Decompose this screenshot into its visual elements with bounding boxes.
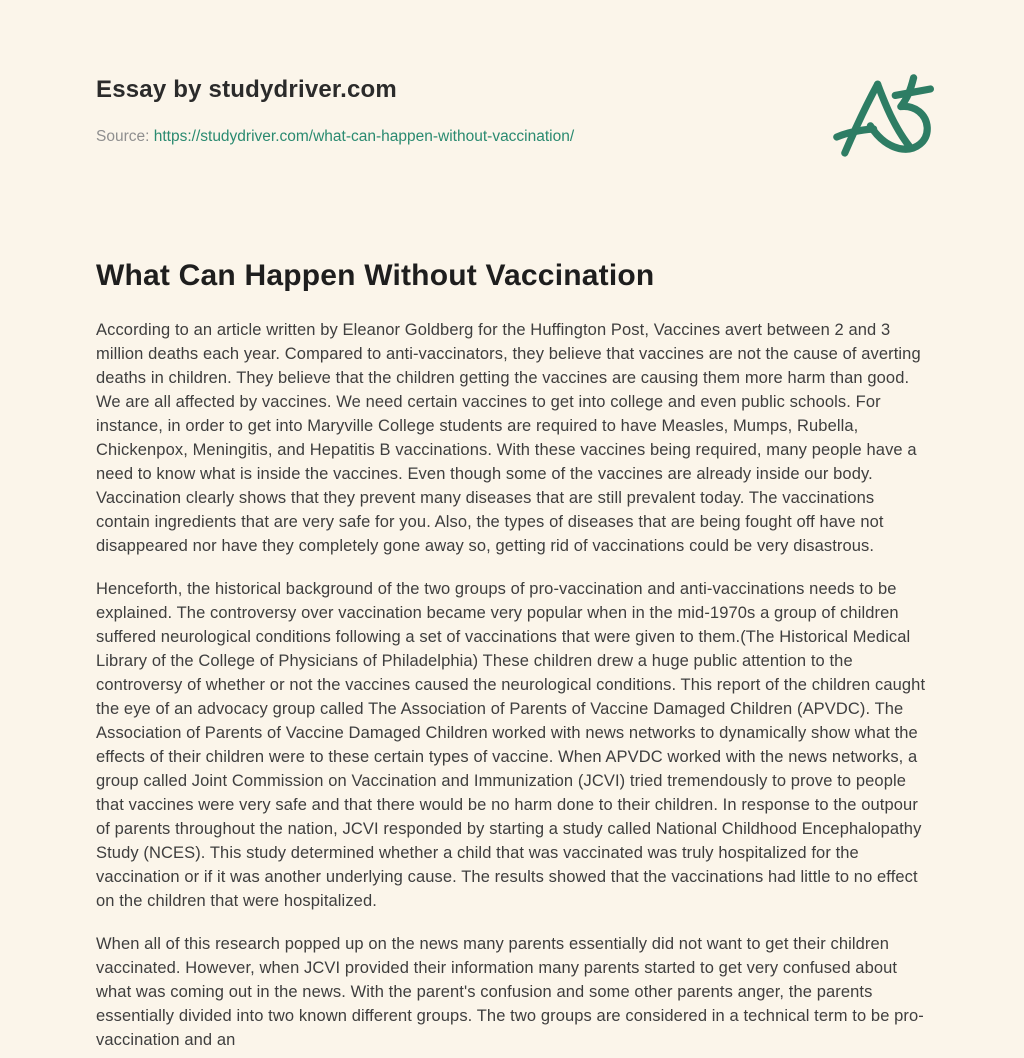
source-label: Source: [96, 128, 150, 145]
page-title: Essay by studydriver.com [96, 76, 397, 103]
essay-body [96, 318, 928, 1052]
source-line [96, 126, 928, 148]
essay-title: What Can Happen Without Vaccination [96, 259, 655, 292]
essay-paragraph: Henceforth, the historical background of the two groups of pro-vaccination and anti-vaccinations needs to be explained. The controversy over vaccination became very popular when in the mid-1970s a group of children suffered neurological conditions following a set of vaccinations that were given to them.(The Historical Medical Library of the College of Physicians of Philadelphia) These children drew a huge public attention to the controversy of whether or not the vaccines caused the neurological conditions. This report of the children caught the eye of an advocacy group called The Association of Parents of Vaccine Damaged Children (APVDC). The Association of Parents of Vaccine Damaged Children worked with news networks to dynamically show what the effects of their children were to these certain types of vaccine. When APVDC worked with the news networks, a group called Joint Commission on Vaccination and Immunization (JCVI) tried tremendously to prove to people that vaccines were very safe and that there would be no harm done to their children. In response to the outpour of parents throughout the nation, JCVI responded by starting a study called National Childhood Encephalopathy Study (NCES). This study determined whether a child that was vaccinated was truly hospitalized for the vaccination or if it was another underlying cause. The results showed that the vaccinations had little to no effect on the children that were hospitalized. [96, 580, 926, 910]
essay-paragraph: According to an article written by Eleanor Goldberg for the Huffington Post, Vaccines avert between 2 and 3 million deaths each year. Compared to anti-vaccinators, they believe that vaccines are not the cause of averting deaths in children. They believe that the children getting the vaccines are causing them more harm than good. We are all affected by vaccines. We need certain vaccines to get into college and even public schools. For instance, in order to get into Maryville College students are required to have Measles, Mumps, Rubella, Chickenpox, Meningitis, and Hepatitis B vaccinations. With these vaccines being required, many people have a need to know what is inside the vaccines. Even though some of the vaccines are already inside our body. Vaccination clearly shows that they prevent many diseases that are still prevalent today. The vaccinations contain ingredients that are very safe for you. Also, the types of diseases that are being fought off have not disappeared nor have they completely gone away so, getting rid of vaccinations could be very disastrous. [96, 321, 921, 555]
a-plus-logo-icon [832, 68, 936, 166]
source-link[interactable]: https://studydriver.com/what-can-happen-without-vaccination/ [153, 128, 575, 145]
essay-paragraph: When all of this research popped up on the news many parents essentially did not want to get their children vaccinated. However, when JCVI provided their information many parents started to get very confused about what was coming out in the news. With the parent's confusion and some other parents anger, the parents essentially divided into two known different groups. The two groups are considered in a technical term to be pro-vaccination and an [96, 935, 924, 1049]
